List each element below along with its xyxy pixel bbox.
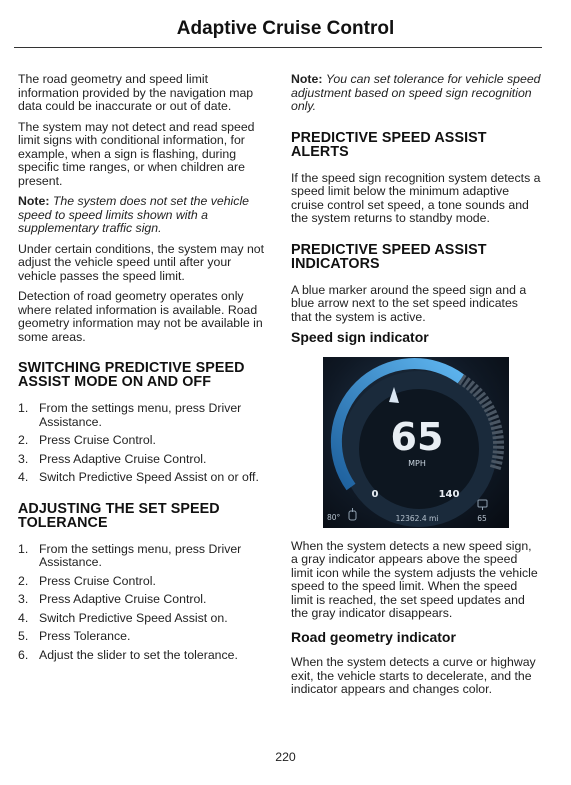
step-text: From the settings menu, press Driver Assistance. [39, 401, 242, 429]
list-item [18, 630, 268, 644]
speed-limit-cruise-icon [478, 500, 487, 510]
list-item [18, 402, 268, 429]
section-heading-set-speed-tolerance: ADJUSTING THE SET SPEED TOLERANCE [18, 500, 220, 531]
step-number: 5. [18, 629, 29, 643]
list-item [18, 453, 268, 467]
step-text: Switch Predictive Speed Assist on. [39, 610, 228, 625]
step-text: Switch Predictive Speed Assist on or off. [39, 470, 259, 484]
note-label: Note: [18, 194, 50, 208]
odometer-readout: 12362.4 mi [395, 513, 439, 523]
step-text: Press Cruise Control. [39, 433, 156, 447]
section-heading-alerts: PREDICTIVE SPEED ASSIST ALERTS [291, 129, 487, 160]
step-number: 3. [18, 451, 29, 466]
speed-unit: MPH [408, 458, 426, 468]
step-text: From the settings menu, press Driver Assistance. [39, 541, 242, 569]
tire-pressure-icon [349, 508, 356, 520]
page-title: Adaptive Cruise Control [176, 18, 395, 39]
step-number: 3. [18, 592, 29, 606]
list-item [18, 649, 268, 663]
list-item [18, 612, 268, 626]
list-item [18, 434, 268, 448]
left-column [18, 73, 268, 668]
subheading-speed-sign-indicator: Speed sign indicator [291, 329, 429, 345]
list-item [18, 543, 268, 570]
list-item [18, 471, 268, 485]
instrument-cluster-image [323, 357, 509, 528]
note [18, 195, 268, 236]
step-number: 6. [18, 647, 29, 662]
step-text: Press Tolerance. [39, 629, 131, 643]
note-text: You can set tolerance for vehicle speed adjustment based on speed sign recognition only. [291, 72, 541, 113]
step-number: 1. [18, 401, 29, 415]
scale-max-label: 140 [438, 488, 460, 500]
paragraph: If the speed sign recognition system detects a speed limit below the minimum adaptive cruise control set speed, a tone sounds and the system returns to standby mode. [291, 170, 541, 225]
step-text: Press Adaptive Cruise Control. [39, 451, 207, 466]
paragraph: When the system detects a curve or highway exit, the vehicle starts to decelerate, and the indicator appears and changes color. [291, 655, 536, 696]
subheading-road-geometry-indicator: Road geometry indicator [291, 628, 456, 645]
steps-list-switching-mode [18, 402, 268, 485]
step-number: 2. [18, 433, 29, 447]
speedometer-graphic [323, 357, 509, 528]
speed-limit-readout: 65 [477, 513, 487, 523]
section-heading-switching-mode: SWITCHING PREDICTIVE SPEED ASSIST MODE ON AND OFF [18, 360, 245, 390]
list-item [18, 575, 268, 589]
steps-list-set-speed-tolerance [18, 543, 268, 663]
step-text: Adjust the slider to set the tolerance. [39, 647, 238, 662]
paragraph: Under certain conditions, the system may not adjust the vehicle speed until after your vehicle passes the speed limit. [18, 241, 265, 283]
step-number: 1. [18, 541, 29, 556]
title-divider [14, 47, 542, 48]
section-heading-indicators: PREDICTIVE SPEED ASSIST INDICATORS [291, 241, 487, 272]
step-number: 4. [18, 470, 29, 484]
step-number: 2. [18, 573, 29, 588]
paragraph: When the system detects a new speed sign, a gray indicator appears above the speed limit icon while the system adjusts the vehicle speed to the speed limit. When the speed limit is reached, the set speed updates and the gray indicator disappears. [291, 538, 538, 620]
note-text: The system does not set the vehicle speed to speed limits shown with a supplementary traffic sign. [18, 194, 250, 235]
step-text: Press Adaptive Cruise Control. [39, 592, 207, 606]
paragraph: The system may not detect and read speed limit signs with conditional information, for example, when a sign is flashing, during specific time ranges, or when children are present. [18, 119, 255, 188]
outside-temperature: 80° [327, 512, 341, 522]
step-number: 4. [18, 610, 29, 625]
paragraph: A blue marker around the speed sign and a blue arrow next to the set speed indicates that the system is active. [291, 282, 527, 324]
right-column [291, 73, 541, 704]
list-item [18, 593, 268, 607]
paragraph: Detection of road geometry operates only where related information is available. Road geometry information may not be available in some areas. [18, 289, 263, 344]
scale-min-label: 0 [371, 488, 379, 500]
speed-readout: 65 [390, 414, 444, 459]
note-label: Note: [291, 72, 323, 86]
step-text: Press Cruise Control. [39, 573, 156, 588]
page-number: 220 [275, 750, 296, 764]
note [291, 73, 541, 114]
paragraph: The road geometry and speed limit information provided by the navigation map data could be inaccurate or out of date. [18, 72, 254, 113]
